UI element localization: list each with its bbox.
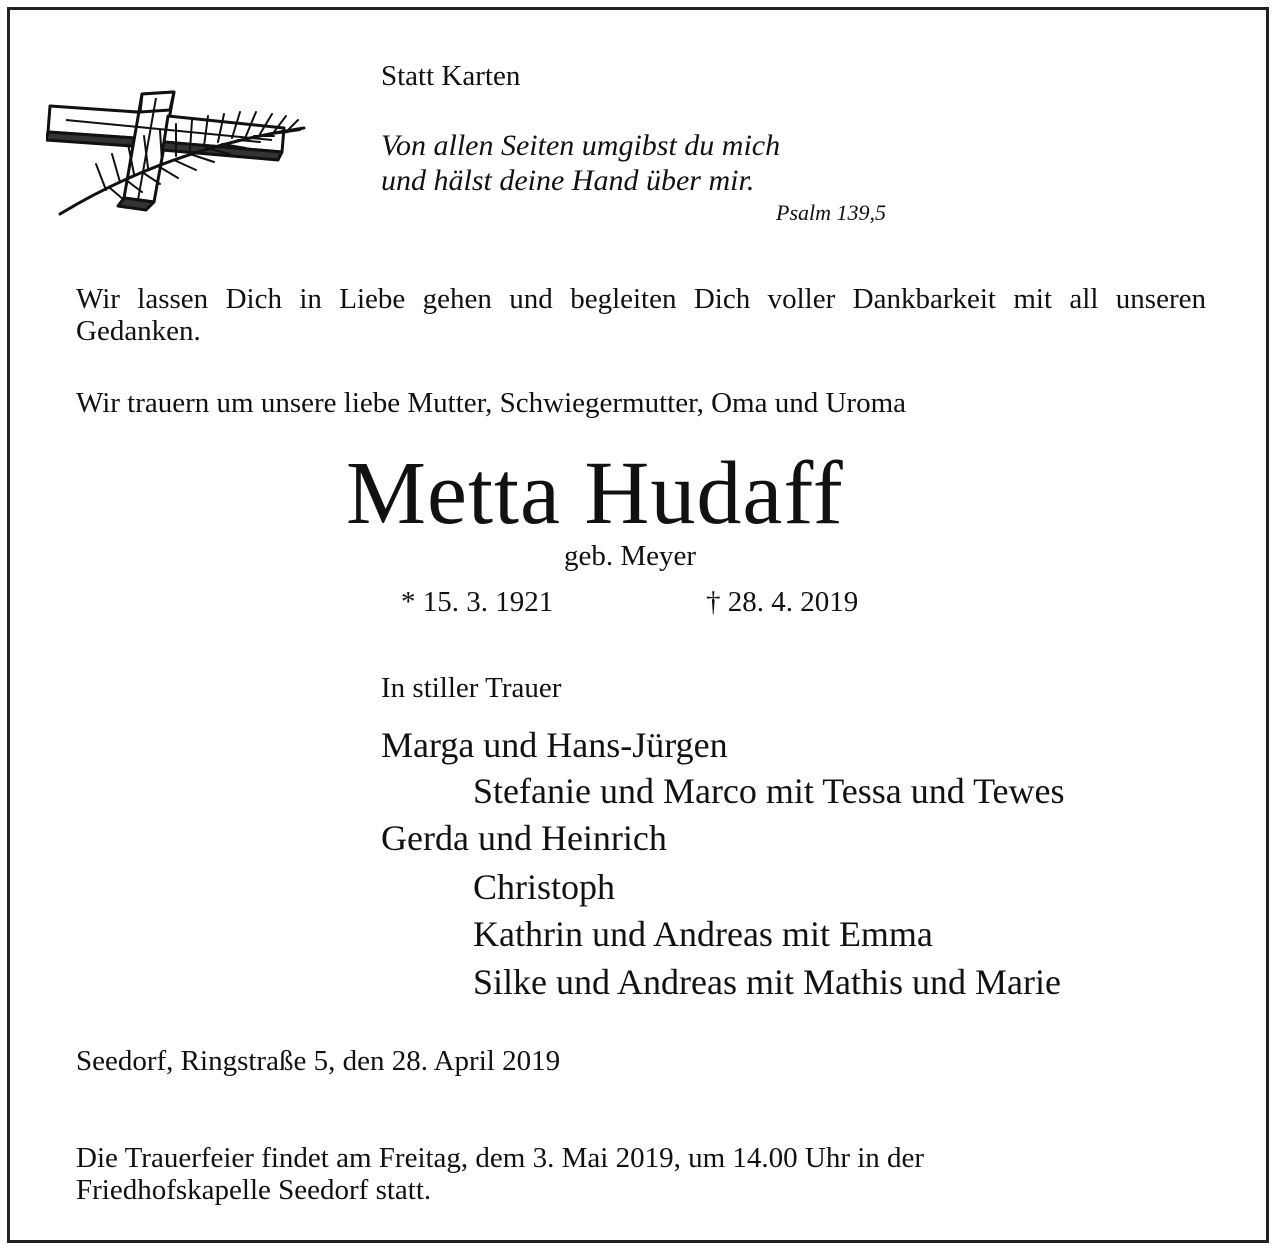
place-and-date: Seedorf, Ringstraße 5, den 28. April 2019 (76, 1045, 561, 1077)
mourner-line: Kathrin und Andreas mit Emma (473, 914, 933, 954)
mourner-line: Silke und Andreas mit Mathis und Marie (473, 962, 1061, 1002)
birth-date: * 15. 3. 1921 (401, 586, 554, 618)
mourners-heading: In stiller Trauer (381, 672, 562, 704)
mourner-line: Christoph (473, 867, 616, 907)
intro-paragraph: Wir lassen Dich in Liebe gehen und begleiten Dich voller Dankbarkeit mit all unseren Gedanken. (76, 283, 1206, 347)
mourner-line: Gerda und Heinrich (381, 818, 667, 858)
mourner-line: Marga und Hans-Jürgen (381, 725, 728, 765)
cross-with-palm-branch-icon (46, 84, 312, 216)
mourner-line: Stefanie und Marco mit Tessa und Tewes (473, 771, 1065, 811)
psalm-source: Psalm 139,5 (776, 200, 886, 225)
deceased-name: Metta Hudaff (346, 444, 844, 543)
death-date: † 28. 4. 2019 (706, 586, 859, 618)
maiden-name: geb. Meyer (564, 540, 697, 572)
psalm-quote-line-2: und hälst deine Hand über mir. (381, 164, 755, 197)
funeral-announcement: Die Trauerfeier findet am Freitag, dem 3. Mai 2019, um 14.00 Uhr in der Friedhofskapelle Seedorf statt. (76, 1142, 925, 1206)
mourning-line: Wir trauern um unsere liebe Mutter, Schwiegermutter, Oma und Uroma (76, 387, 906, 419)
psalm-quote-line-1: Von allen Seiten umgibst du mich (381, 129, 781, 162)
statt-karten-label: Statt Karten (381, 60, 521, 92)
